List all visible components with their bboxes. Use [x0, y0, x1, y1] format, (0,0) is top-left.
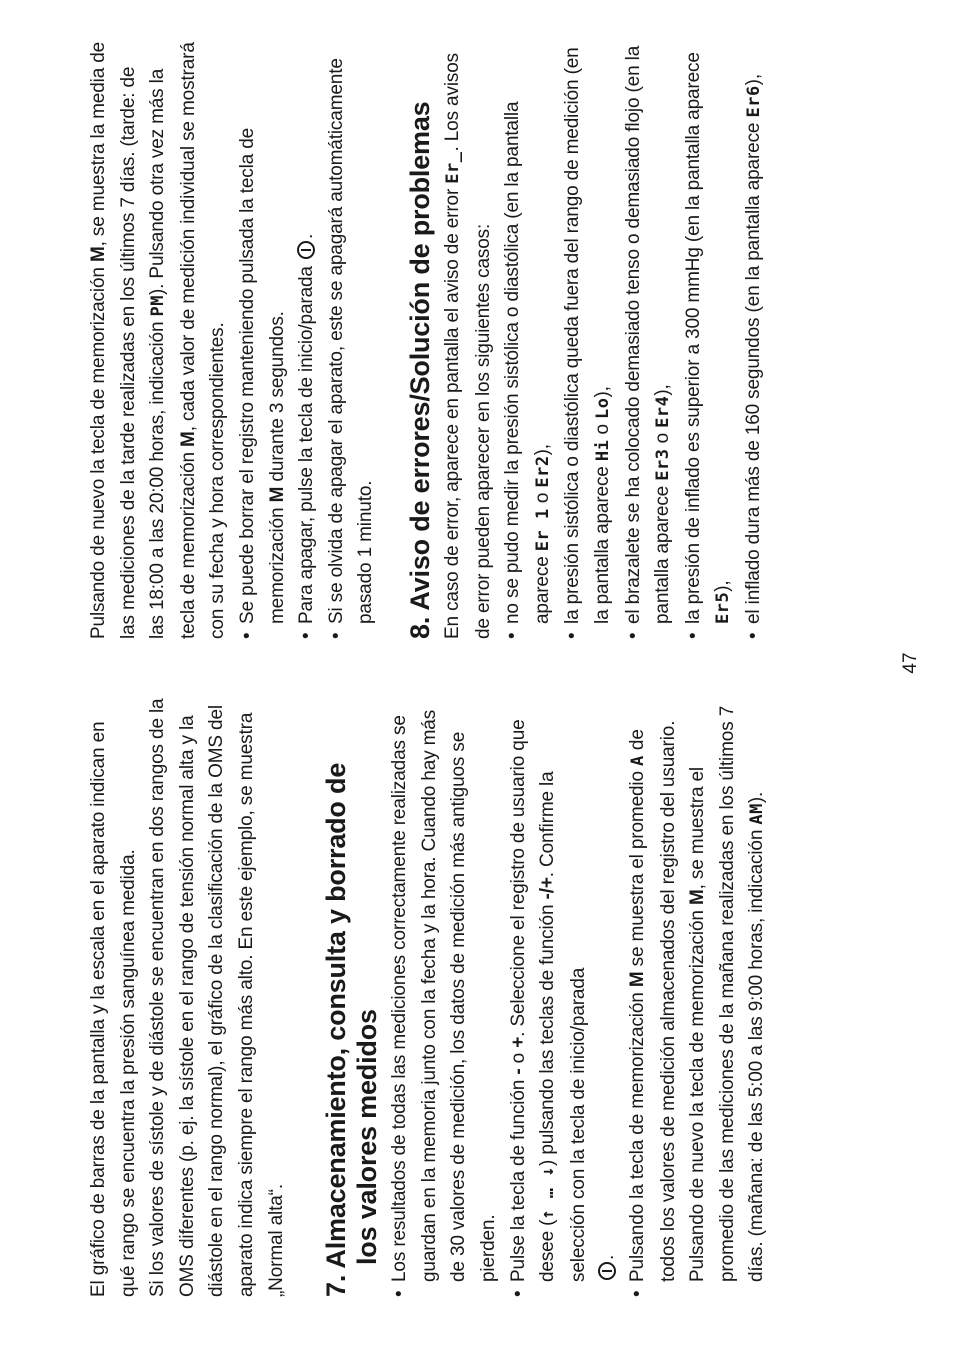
error-code: Er2: [532, 455, 553, 488]
list-item-text: de todos los valores de medición almacenados del registro del usuario. Pulsando de nuevo la tecla de memorización: [626, 720, 709, 1282]
list-item-text: Se puede borrar el registro manteniendo pulsada la tecla de memorización: [236, 127, 288, 624]
error-code: Er5: [713, 591, 734, 624]
user-icon: ↑ … ↓: [538, 1165, 559, 1220]
section-8-heading: 8. Aviso de errores/Solución de problemas: [404, 101, 435, 639]
evening-average-paragraph: [84, 39, 233, 639]
section-7-heading-line2: los valores medidos: [352, 1009, 383, 1265]
memory-key-label: M: [687, 889, 709, 906]
list-item-auto-off: [322, 39, 381, 639]
page-number: 47: [900, 652, 921, 674]
list-item-memory-storage: [385, 692, 503, 1297]
error-code: Hi: [592, 439, 613, 462]
list-item-text: ),: [742, 74, 764, 86]
error-list: [498, 39, 769, 639]
list-item-text: se muestra el promedio: [626, 765, 648, 972]
list-item-text: . Seleccione el registro de usuario que desee (: [507, 719, 559, 1282]
memory-key-label: M: [177, 431, 199, 447]
paragraph-text: Pulsando de nuevo la tecla de memorización: [88, 262, 109, 639]
list-item-text: Para apagar, pulse la tecla de inicio/parada: [296, 261, 318, 624]
list-item-text: o: [507, 1047, 529, 1069]
section-8-intro: [438, 39, 498, 639]
list-item-text: el inflado dura más de 160 segundos (en la pantalla aparece: [742, 117, 764, 624]
list-item-error-pressure: [679, 39, 739, 639]
minus-plus-key-label: -/+: [537, 877, 559, 900]
list-item-error-inflation-time: [739, 39, 770, 639]
list-item-text: ) pulsando las teclas de función: [537, 899, 559, 1166]
paragraph-text: En caso de error, aparece en pantalla el aviso de error: [441, 183, 463, 639]
list-item-text: el brazalete se ha colocado demasiado tenso o demasiado flojo (en la pantalla aparece: [622, 45, 674, 624]
list-item-text: ),: [652, 384, 674, 396]
list-item-text: ),: [712, 580, 734, 592]
paragraph-text: , se muestra la media de las mediciones de la tarde realizadas en los últimos 7 días. (tarde: de las 18:00 a las 20:00 horas, indicación: [88, 41, 169, 639]
list-item-delete-record: [233, 39, 292, 639]
memory-key-label: M: [88, 246, 109, 263]
list-item-text: o: [591, 418, 613, 440]
list-item-error-cuff: [619, 39, 679, 639]
evening-average-icon: PM: [148, 295, 169, 317]
minus-key-label: -: [507, 1068, 529, 1075]
intro-paragraph-who-ranges: Si los valores de sístole y de diástole se encuentran en dos rangos de la OMS diferentes (p. ej. la sístole en el rango de tensión normal alta y la diástole en el rango normal), el gráfico de la clasificación de la OMS del aparato indica siempre el rango más alto. En este ejemplo, se muestra „Normal alta“.: [147, 698, 287, 1297]
error-code: Er4: [653, 395, 674, 428]
list-item-power-off: [292, 39, 322, 639]
list-item-text: ).: [746, 791, 768, 804]
list-item-text: Pulsando la tecla de memorización: [626, 987, 648, 1282]
list-item-average-display: [623, 692, 773, 1297]
list-item-text: durante 3 segundos.: [266, 311, 288, 487]
paragraph-text: ). Pulsando otra vez más la tecla de memorización: [147, 68, 199, 639]
section-7-list: [385, 692, 773, 1297]
average-icon: A: [627, 755, 648, 766]
memory-key-label: M: [266, 486, 288, 503]
list-item-text: Pulse la tecla de función: [507, 1074, 529, 1282]
list-item-text: la presión de inflado es superior a 300 mmHg (en la pantalla aparece: [682, 52, 704, 624]
memory-key-label: M: [626, 971, 648, 988]
power-button-icon: [598, 1262, 616, 1280]
list-item-error-range: [558, 39, 618, 639]
paragraph-text: , cada valor de medición individual se mostrará con su fecha y hora correspondientes.: [177, 42, 229, 639]
list-item-text: , se muestra el promedio de las mediciones de la mañana realizadas en los últimos 7 días. (mañana: de las 5:00 a las 9:00 horas, indicación: [687, 705, 768, 1282]
error-code: Er 1: [532, 508, 553, 552]
error-code: Er_: [442, 151, 463, 184]
error-code: Er3: [653, 448, 674, 481]
list-item-text: Si se olvida de apagar el aparato, este se apagará automáticamente pasado 1 minuto.: [325, 58, 377, 624]
section-7-heading-line1: 7. Almacenamiento, consulta y borrado de: [321, 762, 352, 1297]
plus-key-label: +: [507, 1036, 529, 1048]
error-code: Lo: [592, 397, 613, 419]
morning-average-icon: AM: [747, 803, 768, 825]
power-button-icon: [297, 241, 315, 259]
list-item-text: .: [597, 1254, 619, 1260]
list-item-text: Los resultados de todas las mediciones correctamente realizadas se guardan en la memoria junto con la fecha y la hora. Cuando hay más de 30 valores de medición, los datos de medición más antiguos se pierden.: [389, 709, 499, 1282]
intro-paragraph-bar-graph: El gráfico de barras de la pantalla y la escala en el aparato indican en qué rango se encuentra la presión sanguínea medida.: [88, 721, 139, 1297]
list-item-text: .: [296, 233, 318, 240]
list-item-error-measure: [498, 39, 558, 639]
list-item-text: ),: [531, 444, 553, 456]
list-item-text: . Confirme la selección con la tecla de inicio/parada: [537, 771, 589, 1282]
paragraph-text: . Los avisos de error pueden aparecer en los siguientes casos:: [441, 52, 494, 639]
list-item-text: o: [652, 427, 674, 449]
list-item-text: no se pudo medir la presión sistólica o diastólica (en la pantalla aparece: [502, 101, 553, 624]
left-column: [84, 692, 773, 1297]
right-column: [84, 39, 769, 639]
section-7-heading: [321, 692, 383, 1297]
error-code: Er6: [743, 85, 764, 118]
section-7-list-continued: [233, 39, 381, 639]
list-item-text: o: [531, 487, 553, 509]
list-item-text: la presión sistólica o diastólica queda fuera del rango de medición (en la pantalla aparece: [562, 47, 613, 624]
list-item-user-selection: [504, 692, 623, 1297]
list-item-text: ),: [591, 386, 613, 398]
